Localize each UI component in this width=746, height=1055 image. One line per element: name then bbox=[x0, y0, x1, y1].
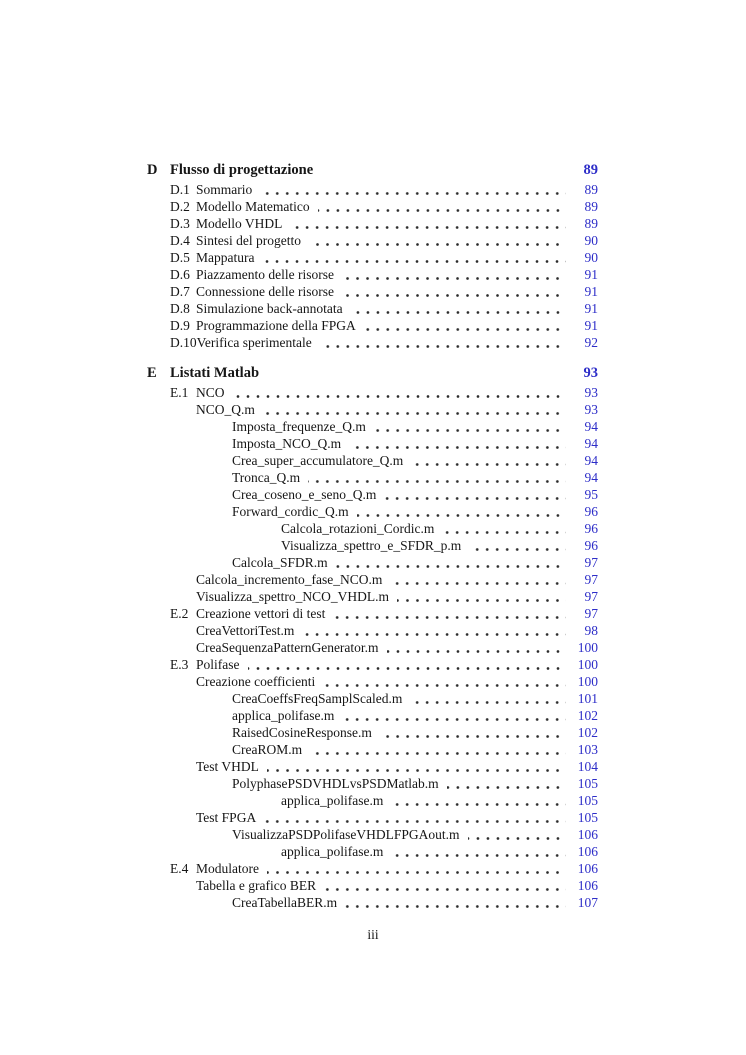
toc-entry-row bbox=[147, 571, 598, 588]
toc-page-link[interactable]: 91 bbox=[584, 267, 598, 282]
toc-entry-label: CreaTabellaBER.m bbox=[232, 895, 338, 910]
toc-page-link[interactable]: 90 bbox=[584, 233, 598, 248]
toc-entry-row bbox=[147, 503, 598, 520]
toc-entry-number: D.4 bbox=[170, 233, 190, 248]
toc-entry-label: Polifase bbox=[196, 657, 240, 672]
toc-entry-label: Creazione vettori di test bbox=[196, 606, 326, 621]
toc-entry-label: Tronca_Q.m bbox=[232, 470, 301, 485]
toc-page-link[interactable]: 100 bbox=[577, 674, 598, 689]
toc-entry-row bbox=[147, 469, 598, 486]
toc-entry-row bbox=[147, 826, 598, 843]
toc-page-link[interactable]: 97 bbox=[584, 555, 598, 570]
toc-entry-label: Tabella e grafico BER bbox=[196, 878, 317, 893]
toc-entry-row bbox=[147, 537, 598, 554]
toc-page-link[interactable]: 102 bbox=[577, 708, 598, 723]
dot-leader bbox=[290, 226, 566, 229]
toc-chapter-number: E bbox=[147, 365, 157, 381]
toc-entry-number: D.1 bbox=[170, 182, 190, 197]
toc-entry-label: Piazzamento delle risorse bbox=[196, 267, 334, 282]
dot-leader bbox=[397, 599, 566, 602]
toc-entry-row bbox=[147, 707, 598, 724]
toc-page-link[interactable]: 91 bbox=[584, 301, 598, 316]
toc-entry-row bbox=[147, 809, 598, 826]
toc-entry-label: Crea_super_accumulatore_Q.m bbox=[232, 453, 404, 468]
toc-entry-label: Test VHDL bbox=[196, 759, 259, 774]
toc-page-link[interactable]: 90 bbox=[584, 250, 598, 265]
dot-leader bbox=[302, 633, 566, 636]
toc-entry-label: Visualizza_spettro_NCO_VHDL.m bbox=[196, 589, 390, 604]
toc-entry-label: PolyphasePSDVHDLvsPSDMatlab.m bbox=[232, 776, 439, 791]
toc-entry-row bbox=[147, 266, 598, 283]
toc-entry-row bbox=[147, 656, 598, 673]
toc-page-link[interactable]: 91 bbox=[584, 318, 598, 333]
toc-entry-row bbox=[147, 215, 598, 232]
dot-leader bbox=[384, 497, 566, 500]
dot-leader bbox=[308, 480, 566, 483]
toc-entry-label: NCO bbox=[196, 385, 225, 400]
toc-entry-row bbox=[147, 894, 598, 911]
toc-entry-label: Mappatura bbox=[196, 250, 255, 265]
toc-page-link[interactable]: 97 bbox=[584, 589, 598, 604]
toc-entry-number: D.10 bbox=[170, 335, 197, 350]
toc-entry-label: CreaVettoriTest.m bbox=[196, 623, 295, 638]
toc-page-link[interactable]: 106 bbox=[577, 827, 598, 842]
toc-chapter-block bbox=[147, 363, 598, 911]
toc-entry-label: Crea_coseno_e_seno_Q.m bbox=[232, 487, 377, 502]
toc-entry-label: Modulatore bbox=[196, 861, 259, 876]
toc-entry-row bbox=[147, 300, 598, 317]
toc-entry-row bbox=[147, 588, 598, 605]
dot-leader bbox=[324, 888, 566, 891]
toc-entry-number: D.2 bbox=[170, 199, 190, 214]
toc-entry-label: Creazione coefficienti bbox=[196, 674, 316, 689]
dot-leader bbox=[364, 328, 566, 331]
toc-page-link[interactable]: 103 bbox=[577, 742, 598, 757]
toc-page-link[interactable]: 95 bbox=[584, 487, 598, 502]
toc-entry-row bbox=[147, 232, 598, 249]
toc-entry-row bbox=[147, 860, 598, 877]
toc-entry-number: E.2 bbox=[170, 606, 189, 621]
toc-page-link[interactable]: 94 bbox=[584, 419, 598, 434]
toc-entry-row bbox=[147, 877, 598, 894]
dot-leader bbox=[262, 260, 566, 263]
toc-page-link[interactable]: 106 bbox=[577, 878, 598, 893]
toc-entry-label: CreaCoeffsFreqSamplScaled.m bbox=[232, 691, 403, 706]
dot-leader bbox=[336, 565, 566, 568]
dot-leader bbox=[342, 718, 566, 721]
dot-leader bbox=[310, 752, 566, 755]
toc-entry-number: E.4 bbox=[170, 861, 189, 876]
toc-entry-row bbox=[147, 198, 598, 215]
toc-entry-row bbox=[147, 758, 598, 775]
toc-entry-label: Sintesi del progetto bbox=[196, 233, 301, 248]
toc-entry-label: Simulazione back-annotata bbox=[196, 301, 343, 316]
toc-entry-label: Calcola_SFDR.m bbox=[232, 555, 328, 570]
toc-page-link[interactable]: 105 bbox=[577, 776, 598, 791]
toc-chapter-block bbox=[147, 160, 598, 351]
toc-entry-row bbox=[147, 792, 598, 809]
toc-page-link[interactable]: 93 bbox=[584, 385, 598, 400]
dot-leader bbox=[342, 294, 566, 297]
toc-entry-row bbox=[147, 317, 598, 334]
toc-page-link[interactable]: 98 bbox=[584, 623, 598, 638]
toc-page-link[interactable]: 97 bbox=[584, 572, 598, 587]
dot-leader bbox=[469, 548, 566, 551]
toc-entry-label: NCO_Q.m bbox=[196, 402, 255, 417]
toc-page-link[interactable]: 94 bbox=[584, 470, 598, 485]
dot-leader bbox=[387, 650, 566, 653]
dot-leader bbox=[468, 837, 566, 840]
toc-page-link[interactable]: 107 bbox=[577, 895, 598, 910]
dot-leader bbox=[318, 209, 566, 212]
dot-leader bbox=[309, 243, 566, 246]
dot-leader bbox=[342, 277, 566, 280]
dot-leader bbox=[380, 735, 566, 738]
dot-leader bbox=[391, 803, 566, 806]
dot-leader bbox=[263, 412, 566, 415]
toc-page-link[interactable]: 104 bbox=[577, 759, 598, 774]
toc-entry-label: Connessione delle risorse bbox=[196, 284, 334, 299]
toc-entry-number: D.3 bbox=[170, 216, 190, 231]
toc-page-link[interactable]: 105 bbox=[577, 810, 598, 825]
toc-entry-number: E.1 bbox=[170, 385, 189, 400]
toc-chapter-number: D bbox=[147, 162, 158, 178]
toc-entry-row bbox=[147, 249, 598, 266]
toc-page-link[interactable]: 100 bbox=[577, 657, 598, 672]
toc-entry-row bbox=[147, 741, 598, 758]
toc-page-link[interactable]: 100 bbox=[577, 640, 598, 655]
dot-leader bbox=[323, 684, 566, 687]
toc-entry-row bbox=[147, 843, 598, 860]
toc-page-link[interactable]: 89 bbox=[584, 182, 598, 197]
toc-entry-row bbox=[147, 605, 598, 622]
dot-leader bbox=[248, 667, 567, 670]
toc-page-link[interactable]: 106 bbox=[577, 861, 598, 876]
toc-page-link[interactable]: 93 bbox=[584, 402, 598, 417]
dot-leader bbox=[320, 345, 566, 348]
table-of-contents bbox=[147, 160, 598, 911]
toc-entry-row bbox=[147, 673, 598, 690]
toc-entry-row bbox=[147, 283, 598, 300]
toc-page-link[interactable]: 89 bbox=[584, 199, 598, 214]
toc-entry-row bbox=[147, 452, 598, 469]
toc-page-link[interactable]: 105 bbox=[577, 793, 598, 808]
toc-entry-row bbox=[147, 690, 598, 707]
toc-page-link[interactable]: 89 bbox=[583, 162, 598, 178]
toc-chapter-row bbox=[147, 160, 598, 181]
toc-page-link[interactable]: 102 bbox=[577, 725, 598, 740]
toc-entry-label: Modello VHDL bbox=[196, 216, 283, 231]
toc-entry-label: Sommario bbox=[196, 182, 253, 197]
toc-page-link[interactable]: 89 bbox=[584, 216, 598, 231]
toc-entry-label: Calcola_incremento_fase_NCO.m bbox=[196, 572, 383, 587]
dot-leader bbox=[410, 701, 566, 704]
toc-entry-row bbox=[147, 418, 598, 435]
toc-entry-label: Verifica sperimentale bbox=[196, 335, 312, 350]
toc-entry-label: applica_polifase.m bbox=[281, 844, 384, 859]
dot-leader bbox=[374, 429, 566, 432]
toc-entry-label: RaisedCosineResponse.m bbox=[232, 725, 372, 740]
leader-spacer bbox=[321, 175, 566, 178]
dot-leader bbox=[411, 463, 566, 466]
toc-entry-number: D.9 bbox=[170, 318, 190, 333]
toc-entry-label: CreaSequenzaPatternGenerator.m bbox=[196, 640, 379, 655]
toc-entry-label: VisualizzaPSDPolifaseVHDLFPGAout.m bbox=[232, 827, 460, 842]
toc-entry-number: D.8 bbox=[170, 301, 190, 316]
toc-page-link[interactable]: 97 bbox=[584, 606, 598, 621]
toc-entry-number: E.3 bbox=[170, 657, 189, 672]
toc-entry-label: Test FPGA bbox=[196, 810, 257, 825]
dot-leader bbox=[345, 905, 566, 908]
dot-leader bbox=[264, 820, 566, 823]
toc-entry-label: applica_polifase.m bbox=[281, 793, 384, 808]
dot-leader bbox=[442, 531, 566, 534]
toc-chapter-title: Listati Matlab bbox=[170, 365, 260, 381]
dot-leader bbox=[349, 446, 566, 449]
toc-entry-row bbox=[147, 520, 598, 537]
toc-chapter-title: Flusso di progettazione bbox=[170, 162, 314, 178]
toc-entry-label: Programmazione della FPGA bbox=[196, 318, 356, 333]
toc-entry-label: Imposta_NCO_Q.m bbox=[232, 436, 342, 451]
toc-chapter-row bbox=[147, 363, 598, 384]
toc-page-link[interactable]: 93 bbox=[583, 365, 598, 381]
dot-leader bbox=[267, 871, 566, 874]
toc-entry-number: D.6 bbox=[170, 267, 190, 282]
toc-page-link[interactable]: 91 bbox=[584, 284, 598, 299]
dot-leader bbox=[351, 311, 566, 314]
toc-entry-label: CreaROM.m bbox=[232, 742, 303, 757]
page-footer-number: iii bbox=[367, 927, 379, 942]
toc-entry-label: Imposta_frequenze_Q.m bbox=[232, 419, 366, 434]
toc-entry-row bbox=[147, 486, 598, 503]
toc-entry-row bbox=[147, 724, 598, 741]
toc-entry-row bbox=[147, 639, 598, 656]
toc-page-link[interactable]: 94 bbox=[584, 436, 598, 451]
toc-page-link[interactable]: 101 bbox=[577, 691, 598, 706]
toc-page-link[interactable]: 96 bbox=[584, 504, 598, 519]
toc-entry-label: Modello Matematico bbox=[196, 199, 310, 214]
toc-page-link[interactable]: 96 bbox=[584, 538, 598, 553]
toc-entry-label: Visualizza_spettro_e_SFDR_p.m bbox=[281, 538, 462, 553]
toc-entry-label: Forward_cordic_Q.m bbox=[232, 504, 349, 519]
toc-entry-row bbox=[147, 775, 598, 792]
toc-entry-number: D.5 bbox=[170, 250, 190, 265]
dot-leader bbox=[447, 786, 566, 789]
toc-entry-row bbox=[147, 384, 598, 401]
toc-entry-row bbox=[147, 622, 598, 639]
toc-page-link[interactable]: 96 bbox=[584, 521, 598, 536]
toc-entry-row bbox=[147, 554, 598, 571]
dot-leader bbox=[233, 395, 566, 398]
toc-page-link[interactable]: 92 bbox=[584, 335, 598, 350]
toc-entry-row bbox=[147, 334, 598, 351]
dot-leader bbox=[333, 616, 566, 619]
dot-leader bbox=[391, 854, 566, 857]
toc-page-link[interactable]: 106 bbox=[577, 844, 598, 859]
toc-entry-label: Calcola_rotazioni_Cordic.m bbox=[281, 521, 435, 536]
toc-page-link[interactable]: 94 bbox=[584, 453, 598, 468]
toc-entry-row bbox=[147, 181, 598, 198]
dot-leader bbox=[390, 582, 566, 585]
dot-leader bbox=[267, 769, 566, 772]
toc-entry-number: D.7 bbox=[170, 284, 190, 299]
toc-entry-row bbox=[147, 435, 598, 452]
dot-leader bbox=[357, 514, 566, 517]
leader-spacer bbox=[267, 378, 566, 381]
dot-leader bbox=[260, 192, 566, 195]
toc-entry-label: applica_polifase.m bbox=[232, 708, 335, 723]
toc-entry-row bbox=[147, 401, 598, 418]
